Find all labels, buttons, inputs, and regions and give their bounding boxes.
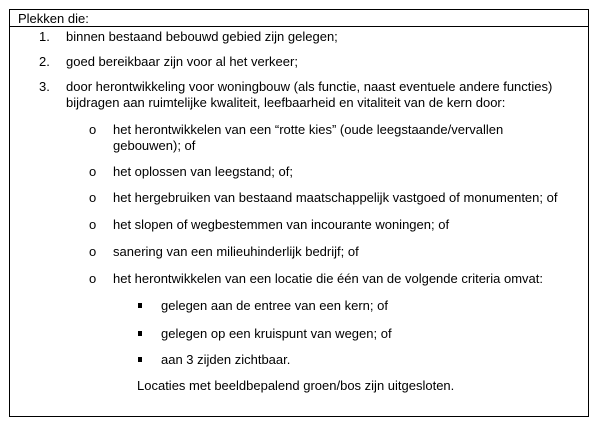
circle-bullet-icon: o xyxy=(89,164,97,179)
circle-bullet-icon: o xyxy=(89,122,97,137)
list-item-2-text: goed bereikbaar zijn voor al het verkeer; xyxy=(66,54,298,69)
square-bullet-icon xyxy=(138,357,142,362)
list-number-3: 3. xyxy=(39,79,50,94)
sub-item-1-line1: het herontwikkelen van een “rotte kies” (oude leegstaande/vervallen xyxy=(113,122,504,137)
circle-bullet-icon: o xyxy=(89,190,97,205)
criterion-3: aan 3 zijden zichtbaar. xyxy=(161,352,291,367)
criteria-box xyxy=(9,9,589,417)
sub-item-2: het oplossen van leegstand; of; xyxy=(113,164,293,179)
box-header xyxy=(10,10,588,27)
circle-bullet-icon: o xyxy=(89,244,97,259)
square-bullet-icon xyxy=(138,303,142,308)
sub-item-4: het slopen of wegbestemmen van incourante woningen; of xyxy=(113,217,450,232)
circle-bullet-icon: o xyxy=(89,217,97,232)
box-heading: Plekken die: xyxy=(18,11,89,26)
square-bullet-icon xyxy=(138,331,142,336)
list-number-2: 2. xyxy=(39,54,50,69)
sub-item-1-line2: gebouwen); of xyxy=(113,138,196,153)
sub-item-5: sanering van een milieuhinderlijk bedrijf; of xyxy=(113,244,359,259)
criterion-1: gelegen aan de entree van een kern; of xyxy=(161,298,388,313)
exclusion-note: Locaties met beeldbepalend groen/bos zijn uitgesloten. xyxy=(137,378,455,393)
circle-bullet-icon: o xyxy=(89,271,97,286)
sub-item-6: het herontwikkelen van een locatie die één van de volgende criteria omvat: xyxy=(113,271,543,286)
sub-item-3: het hergebruiken van bestaand maatschappelijk vastgoed of monumenten; of xyxy=(113,190,558,205)
list-item-3-line1: door herontwikkeling voor woningbouw (als functie, naast eventuele andere functies) xyxy=(66,79,553,94)
criterion-2: gelegen op een kruispunt van wegen; of xyxy=(161,326,392,341)
list-item-1-text: binnen bestaand bebouwd gebied zijn gelegen; xyxy=(66,29,338,44)
list-item-3-line2: bijdragen aan ruimtelijke kwaliteit, leefbaarheid en vitaliteit van de kern door: xyxy=(66,95,506,110)
list-number-1: 1. xyxy=(39,29,50,44)
